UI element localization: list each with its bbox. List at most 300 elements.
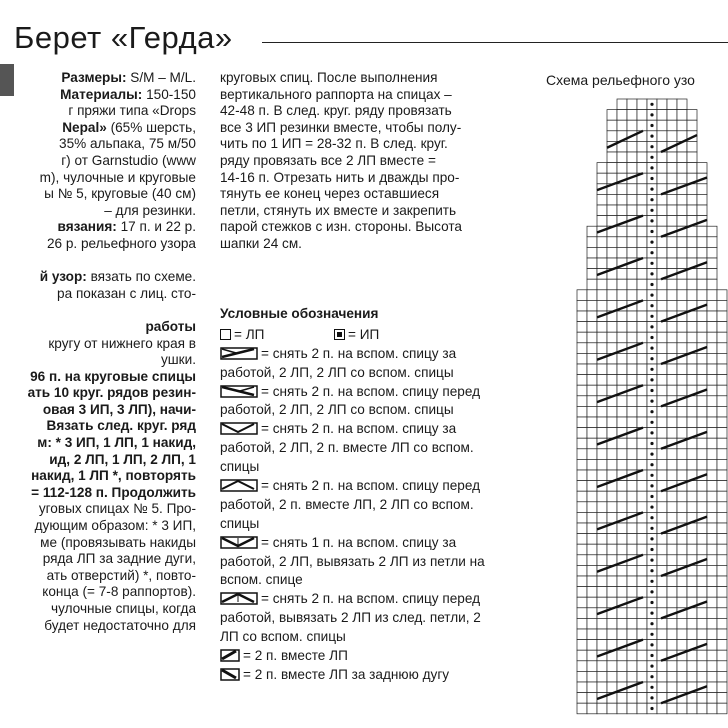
chart-cell [637,406,647,417]
chart-cell [577,481,587,492]
middle-text-line: парой стежков с изн. стороны. Высота [220,219,462,235]
chart-cell [707,481,717,492]
chart-cell [667,110,677,121]
chart-cell [707,311,717,322]
left-text-line: ать 10 круг. рядов резин- [27,385,196,401]
chart-cell [717,618,727,629]
chart-cell [597,470,607,481]
chart-cell [617,576,627,587]
chart-cell [687,279,697,290]
chart-cell [687,141,697,152]
chart-cell [587,353,597,364]
purl-dot [650,569,653,572]
chart-cell [667,512,677,523]
chart-cell [587,565,597,576]
chart-cell [707,343,717,354]
chart-cell [697,269,707,280]
chart-cell [657,534,667,545]
chart-cell [677,671,687,682]
chart-cell [717,470,727,481]
chart-cell [577,576,587,587]
chart-cell [657,629,667,640]
chart-cell [657,555,667,566]
chart-cell [587,682,597,693]
chart-cell [627,406,637,417]
chart-cell [637,650,647,661]
left-text-line: 26 р. рельефного узора [46,235,196,251]
chart-cell [687,491,697,502]
chart-cell [587,406,597,417]
chart-cell [627,353,637,364]
legend [220,305,550,685]
chart-cell [707,406,717,417]
chart-cell [637,576,647,587]
chart-cell [587,449,597,460]
chart-cell [707,258,717,269]
chart-cell [707,502,717,513]
chart-cell [657,300,667,311]
left-text-line: ра показан с лиц. сто- [57,285,196,301]
chart-cell [687,364,697,375]
chart-cell [697,534,707,545]
chart-cell [577,555,587,566]
chart-cell [707,629,717,640]
chart-cell [717,597,727,608]
chart-cell [657,640,667,651]
chart-cell [697,163,707,174]
chart-cell [577,502,587,513]
chart-cell [697,661,707,672]
chart-cell [637,502,647,513]
chart-cell [697,417,707,428]
chart-title: Схема рельефного узо [546,72,695,88]
chart-cell [657,671,667,682]
chart-cell [637,311,647,322]
chart-cell [627,375,637,386]
chart-cell [717,459,727,470]
chart-cell [687,152,697,163]
chart-cell [687,332,697,343]
chart-cell [607,279,617,290]
chart-cell [627,671,637,682]
chart-cell [667,449,677,460]
chart-cell [697,481,707,492]
chart-cell [597,459,607,470]
purl-dot [650,643,653,646]
chart-cell [587,269,597,280]
chart-cell [717,406,727,417]
chart-cell [717,438,727,449]
chart-cell [707,322,717,333]
chart-cell [597,173,607,184]
chart-cell [577,459,587,470]
chart-cell [617,629,627,640]
chart-cell [667,322,677,333]
chart-cell [677,417,687,428]
chart-cell [657,385,667,396]
chart-cell [687,502,697,513]
chart-cell [707,279,717,290]
chart-cell [637,152,647,163]
chart-cell [697,449,707,460]
chart-cell [667,131,677,142]
purl-dot [650,368,653,371]
purl-dot [650,537,653,540]
legend-item-text: спицы [220,515,260,531]
chart-cell [667,290,677,301]
chart-cell [597,300,607,311]
chart-cell [697,184,707,195]
cable-left-inc-icon [220,535,261,550]
chart-cell [607,375,617,386]
chart-cell [677,110,687,121]
chart-cell [687,247,697,258]
purl-dot [650,294,653,297]
chart-cell [707,438,717,449]
chart-cell [617,247,627,258]
chart-cell [577,587,587,598]
chart-cell [617,671,627,682]
chart-cell [677,205,687,216]
chart-cell [667,587,677,598]
chart-cell [717,587,727,598]
chart-cell [717,311,727,322]
chart-cell [627,194,637,205]
chart-cell [667,470,677,481]
chart-cell [627,226,637,237]
chart-cell [707,226,717,237]
left-text-line: уговых спицах № 5. Про- [38,501,196,517]
left-text-line: 96 п. на круговые спицы [30,368,196,384]
chart-cell [677,459,687,470]
chart-cell [667,258,677,269]
chart-cell [677,682,687,693]
chart-cell [657,491,667,502]
chart-cell [707,512,717,523]
chart-cell [577,629,587,640]
chart-cell [717,364,727,375]
legend-items [220,345,550,685]
chart-cell [657,163,667,174]
middle-text-line: шапки 24 см. [220,235,302,251]
chart-cell [627,703,637,714]
legend-item-continuation [220,609,550,628]
legend-item-text: работой, 2 ЛП, 2 п. вместе ЛП со вспом. [220,440,474,456]
chart-cell [577,640,587,651]
legend-item [220,534,550,553]
left-text-line: = 112-128 п. Продолжить [31,484,196,500]
purl-dot [650,230,653,233]
chart-cell [717,661,727,672]
chart-cell [707,523,717,534]
chart-cell [597,661,607,672]
chart-cell [697,406,707,417]
chart-cell [577,597,587,608]
knitting-chart [576,98,728,728]
chart-cell [587,640,597,651]
chart-cell [577,311,587,322]
legend-item-text: = 2 п. вместе ЛП за заднюю дугу [243,666,450,682]
chart-cell [667,661,677,672]
chart-cell [717,671,727,682]
chart-cell [667,375,677,386]
chart-cell [617,205,627,216]
chart-cell [627,396,637,407]
middle-text-line: круговых спиц. После выполнения [220,70,438,85]
chart-cell [577,650,587,661]
chart-cell [587,693,597,704]
chart-cell [687,661,697,672]
chart-cell [707,396,717,407]
chart-cell [657,322,667,333]
chart-cell [697,650,707,661]
chart-cell [677,279,687,290]
chart-cell [717,385,727,396]
chart-cell [677,258,687,269]
legend-item-continuation [220,496,550,515]
title-divider [262,42,728,43]
chart-cell [627,237,637,248]
chart-cell [667,544,677,555]
middle-text-line: 14-16 п. Отрезать нить и дважды про- [220,169,460,185]
chart-cell [627,618,637,629]
left-text-line: ряда ЛП за задние дуги, [42,551,196,567]
chart-cell [617,650,627,661]
chart-cell [687,671,697,682]
chart-cell [657,406,667,417]
chart-cell [577,406,587,417]
chart-cell [587,322,597,333]
purl-dot [650,304,653,307]
legend-item [220,590,550,609]
chart-cell [717,332,727,343]
purl-dot [650,315,653,318]
chart-cell [627,491,637,502]
chart-cell [677,216,687,227]
purl-dot [650,442,653,445]
chart-cell [717,693,727,704]
chart-cell [677,512,687,523]
chart-cell [657,332,667,343]
chart-cell [667,428,677,439]
chart-cell [597,703,607,714]
purl-dot [650,495,653,498]
chart-cell [587,661,597,672]
chart-cell [717,703,727,714]
purl-dot [650,548,653,551]
chart-cell [707,597,717,608]
chart-cell [587,597,597,608]
chart-cell [667,682,677,693]
purl-dot [650,219,653,222]
chart-cell [577,671,587,682]
chart-cell [657,417,667,428]
chart-cell [657,258,667,269]
chart-cell [717,428,727,439]
chart-cell [597,364,607,375]
purl-dot [650,559,653,562]
left-text-line [0,253,196,270]
chart-cell [607,194,617,205]
chart-cell [637,226,647,237]
chart-cell [617,290,627,301]
chart-cell [637,587,647,598]
chart-cell [687,417,697,428]
purl-dot [650,527,653,530]
chart-cell [617,481,627,492]
chart-cell [657,587,667,598]
chart-cell [717,449,727,460]
chart-cell [617,693,627,704]
chart-cell [597,534,607,545]
chart-cell [607,459,617,470]
chart-cell [617,99,627,110]
chart-cell [617,565,627,576]
chart-cell [627,534,637,545]
chart-cell [667,194,677,205]
purl-dot [650,516,653,519]
chart-cell [617,534,627,545]
chart-cell [637,459,647,470]
purl-dot [650,675,653,678]
chart-cell [707,247,717,258]
chart-cell [607,661,617,672]
chart-cell [677,300,687,311]
chart-cell [587,343,597,354]
chart-cell [717,502,727,513]
left-text-line: – для резинки. [104,202,196,218]
chart-cell [687,449,697,460]
chart-cell [717,491,727,502]
left-text-line: й узор: вязать по схеме. [39,269,196,285]
purl-dot [650,400,653,403]
purl-dot [650,166,653,169]
chart-cell [587,311,597,322]
chart-cell [687,703,697,714]
chart-cell [687,629,697,640]
legend-item-continuation [220,401,550,420]
chart-cell [667,555,677,566]
legend-item-text: работой, вывязать 2 ЛП из след. петли, 2 [220,610,481,626]
chart-cell [617,608,627,619]
legend-item [220,420,550,439]
chart-cell [577,703,587,714]
chart-cell [677,163,687,174]
legend-item-continuation [220,458,550,477]
chart-cell [657,216,667,227]
chart-cell [677,290,687,301]
chart-cell [657,237,667,248]
chart-cell [637,184,647,195]
chart-cell [627,523,637,534]
legend-item [220,666,550,685]
chart-cell [667,332,677,343]
chart-cell [637,163,647,174]
chart-cell [627,502,637,513]
chart-cell [687,459,697,470]
chart-cell [657,470,667,481]
purl-dot [650,580,653,583]
chart-cell [697,608,707,619]
chart-cell [707,693,717,704]
chart-cell [587,237,597,248]
chart-cell [597,332,607,343]
chart-cell [597,385,607,396]
chart-cell [627,459,637,470]
chart-cell [607,322,617,333]
chart-cell [707,491,717,502]
chart-cell [707,640,717,651]
chart-cell [577,682,587,693]
chart-cell [717,322,727,333]
legend-heading: Условные обозначения [220,306,379,321]
chart-cell [677,364,687,375]
chart-cell [577,523,587,534]
chart-cell [607,332,617,343]
chart-cell [677,544,687,555]
chart-cell [597,322,607,333]
chart-cell [607,120,617,131]
chart-cell [587,258,597,269]
chart-cell [577,438,587,449]
chart-cell [677,173,687,184]
chart-cell [707,682,717,693]
chart-cell [687,406,697,417]
chart-cell [627,290,637,301]
chart-cell [637,671,647,682]
chart-cell [667,364,677,375]
purl-dot [650,135,653,138]
chart-cell [637,449,647,460]
chart-cell [597,671,607,682]
chart-cell [667,703,677,714]
chart-cell [637,534,647,545]
chart-cell [587,300,597,311]
middle-text-line: 42-48 п. В след. круг. ряду провязать [220,103,452,119]
purl-dot [650,389,653,392]
chart-cell [637,491,647,502]
chart-cell [677,343,687,354]
chart-cell [677,703,687,714]
chart-cell [657,110,667,121]
chart-cell [637,290,647,301]
chart-cell [597,618,607,629]
middle-text-line: чить по 1 ИП = 28-32 п. В след. круг. [220,136,448,152]
chart-cell [667,99,677,110]
middle-text-line: ряду провязать все 2 ЛП вместе = [220,152,436,168]
chart-cell [667,417,677,428]
chart-cell [687,110,697,121]
chart-cell [587,396,597,407]
left-text-line: дующим образом: * 3 ИП, [34,518,196,534]
purl-dot [650,188,653,191]
chart-cell [677,322,687,333]
chart-cell [587,459,597,470]
chart-cell [617,491,627,502]
chart-cell [717,523,727,534]
legend-item-text: = снять 2 п. на вспом. спицу перед [261,478,481,494]
chart-cell [677,375,687,386]
purl-dot [650,209,653,212]
chart-cell [617,438,627,449]
chart-cell [707,608,717,619]
chart-cell [637,194,647,205]
chart-cell [677,597,687,608]
chart-cell [637,322,647,333]
chart-cell [597,406,607,417]
chart-cell [697,523,707,534]
chart-cell [667,597,677,608]
